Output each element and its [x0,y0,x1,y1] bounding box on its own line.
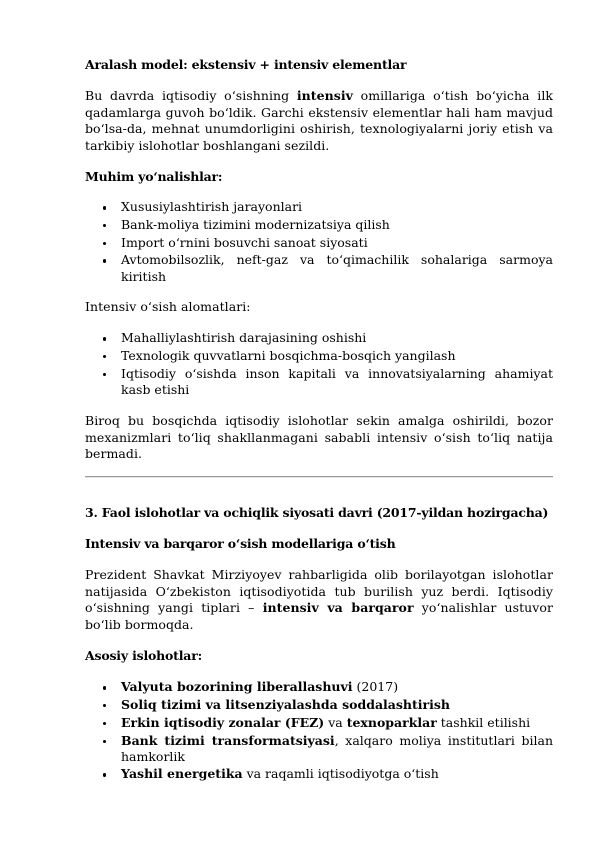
list-item: Bank-moliya tizimini modernizatsiya qilish [85,217,553,233]
reform-bold-2: texnoparklar [346,714,437,730]
section-heading-mixed-model: Aralash model: ekstensiv + intensiv elementlar [85,57,407,72]
reform-mid: va [324,714,347,730]
reform-rest: va raqamli iqtisodiyotga o‘tish [242,766,439,782]
list-item: Import o‘rnini bosuvchi sanoat siyosati [85,235,553,251]
reforms-intro-text-1: Prezident Shavkat Mirziyoyev rahbarligida olib borilayotgan islohotlar natijasida O‘zbekiston iqtisodiyotida tub burilish yuz berdi. Iqtisodiy o‘sishning yangi tiplari – [85,567,553,616]
reform-rest: (2017) [352,679,399,695]
directions-list [85,199,553,285]
signs-list [85,330,553,398]
list-item [85,697,553,713]
section-subheading: Intensiv va barqaror o‘sish modellariga o‘tish [85,536,396,552]
intro-bold-intensiv: intensiv [296,88,353,103]
paragraph-reforms-intro [85,567,553,633]
list-item: Avtomobilsozlik, neft-gaz va to‘qimachilik sohalariga sarmoya kiritish [85,252,553,284]
reform-bold: Bank tizimi transformatsiyasi [121,732,335,748]
signs-heading: Intensiv o‘sish alomatlari: [85,298,251,314]
reforms-intro-bold: intensiv va barqaror [262,600,414,616]
reforms-heading: Asosiy islohotlar: [85,648,202,664]
reform-bold: Erkin iqtisodiy zonalar (FEZ) [121,714,325,730]
reform-rest: , xalqaro moliya institutlari bilan hamkorlik [121,732,553,764]
directions-heading: Muhim yo‘nalishlar: [85,169,223,185]
paragraph-intro [85,88,553,154]
list-item [85,733,553,765]
reforms-intro-text-2: yo‘nalishlar ustuvor bo‘lib bormoqda. [85,600,553,632]
reform-bold: Valyuta bozorining liberallashuvi [121,679,353,695]
list-item [85,715,553,731]
document-page [85,57,553,783]
list-item: Mahalliylashtirish darajasining oshishi [85,330,553,346]
intro-text-1: Bu davrda iqtisodiy o‘sishning [85,88,297,103]
list-item: Iqtisodiy o‘sishda inson kapitali va innovatsiyalarning ahamiyat kasb etishi [85,366,553,398]
intro-text-2: omillariga o‘tish bo‘yicha ilk qadamlarga guvoh bo‘ldik. Garchi ekstensiv elementlar hali ham mavjud bo‘lsa-da, mehnat unumdorligini oshirish, texnologiyalarni joriy etish va tarkibiy islohotlar boshlangani sezildi. [85,88,553,153]
horizontal-divider [85,476,553,478]
paragraph-conclusion: Biroq bu bosqichda iqtisodiy islohotlar sekin amalga oshirildi, bozor mexanizmlari to‘liq shakllanmagani sababli intensiv o‘sish to‘liq natija bermadi. [85,413,553,462]
reform-bold: Yashil energetika [121,766,243,782]
list-item: Texnologik quvvatlarni bosqichma-bosqich yangilash [85,348,553,364]
section-heading-reforms-period: 3. Faol islohotlar va ochiqlik siyosati davri (2017-yildan hozirgacha) [85,505,549,521]
list-item [85,766,553,782]
reform-rest: tashkil etilishi [436,714,531,730]
list-item [85,679,553,695]
reforms-list [85,679,553,782]
list-item: Xususiylashtirish jarayonlari [85,199,553,215]
reform-bold: Soliq tizimi va litsenziyalashda soddalashtirish [121,697,450,713]
